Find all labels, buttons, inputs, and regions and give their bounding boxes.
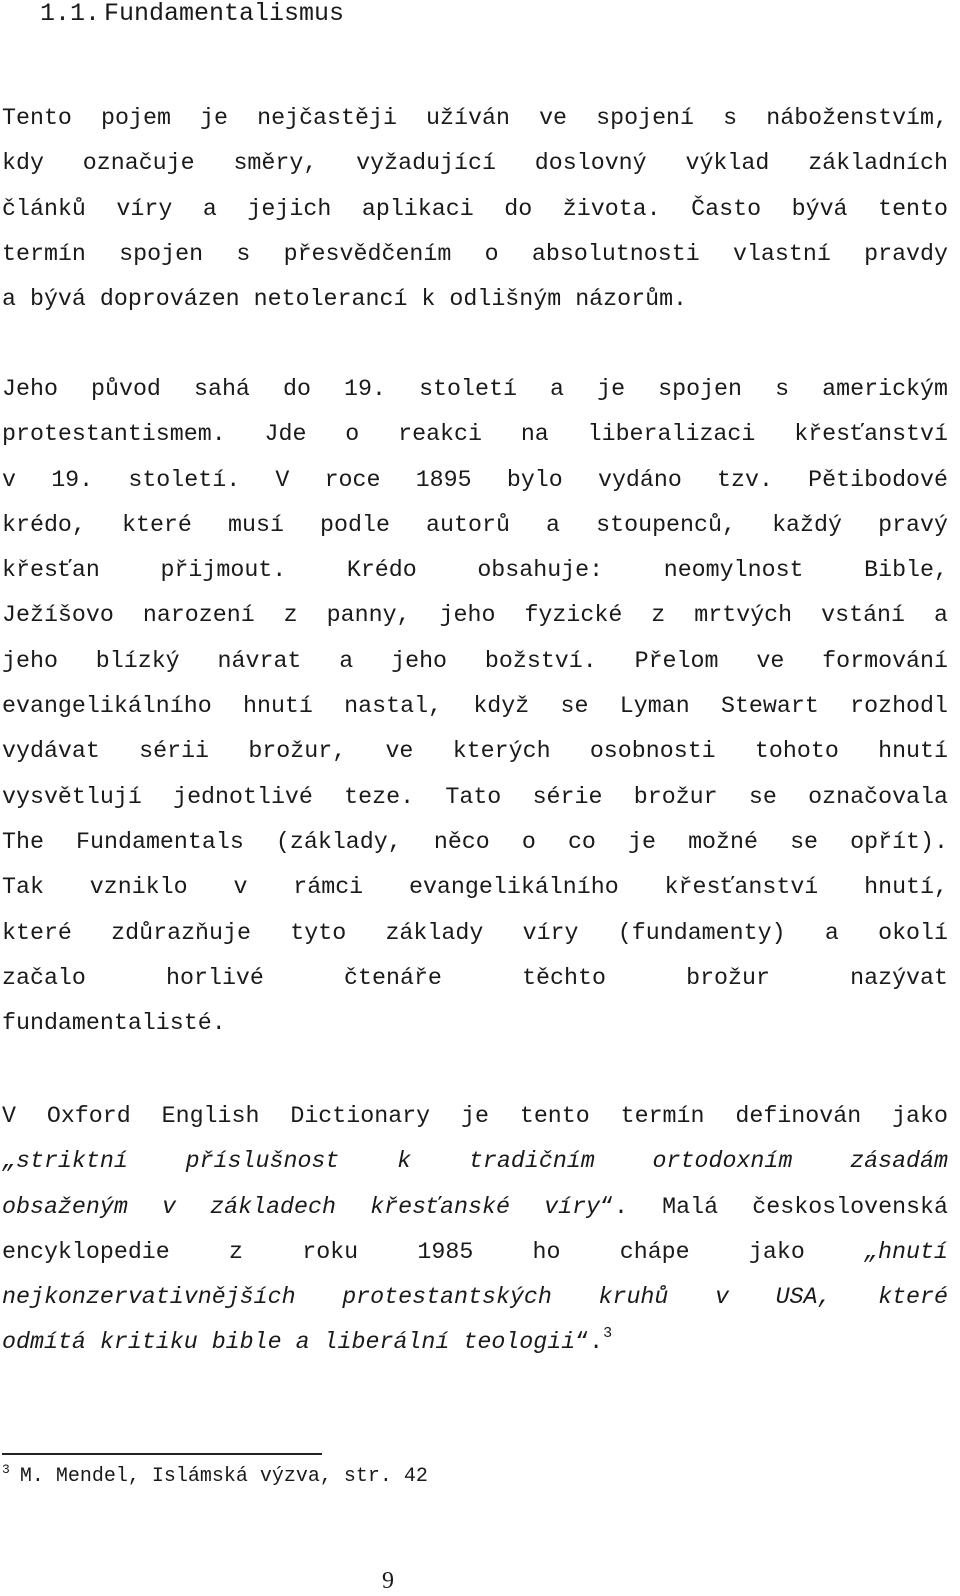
- footnote: [2, 1462, 428, 1492]
- footnote-text: M. Mendel, Islámská výzva, str. 42: [19, 1465, 428, 1488]
- paragraph-line: Tento pojem je nejčastěji užíván ve spojení s náboženstvím,: [2, 105, 948, 131]
- paragraph-line: V Oxford English Dictionary je tento termín definován jako: [2, 1103, 948, 1129]
- paragraph-line: jeho blízký návrat a jeho božství. Přelom ve formování: [2, 647, 948, 674]
- quote-close-text: “. Malá československá: [600, 1193, 948, 1220]
- paragraph-line: začalo horlivé čtenáře těchto brožur nazývat: [2, 964, 948, 991]
- word: z: [229, 1238, 243, 1265]
- paragraph-line: protestantismem. Jde o reakci na liberalizaci křesťanství: [2, 421, 948, 448]
- paragraph-line: článků víry a jejich aplikaci do života. Často bývá tento: [2, 195, 948, 222]
- paragraph-line: [2, 1320, 948, 1365]
- paragraph-line: a bývá doprovázen netolerancí k odlišným názorům.: [2, 286, 688, 313]
- paragraph-line: krédo, které musí podle autorů a stoupenců, každý pravý: [2, 511, 948, 538]
- quote-encyclopedia-cont: nejkonzervativnějších protestantských kruhů v USA, které: [2, 1284, 948, 1311]
- section-title: Fundamentalismus: [104, 0, 345, 28]
- section-heading: [40, 0, 344, 34]
- paragraph-line: Jeho původ sahá do 19. století a je spojen s americkým: [2, 376, 948, 402]
- footnote-reference[interactable]: 3: [603, 1325, 613, 1343]
- quote-oxford: „striktní příslušnost k tradičním ortodoxním zásadám: [2, 1148, 948, 1175]
- paragraph-origin: [2, 367, 948, 1046]
- word: 1985: [417, 1238, 474, 1265]
- paragraph-line: vysvětlují jednotlivé teze. Tato série brožur se označovala: [2, 783, 948, 810]
- paragraph-line: Ježíšovo narození z panny, jeho fyzické z mrtvých vstání a: [2, 602, 948, 629]
- paragraph-dictionary: [2, 1094, 948, 1366]
- paragraph-line: [2, 1230, 948, 1275]
- word: chápe: [619, 1238, 690, 1265]
- word: roku: [302, 1238, 359, 1265]
- quote-oxford-end: obsaženým v základech křesťanské víry: [2, 1193, 601, 1220]
- paragraph-line: křesťan přijmout. Krédo obsahuje: neomylnost Bible,: [2, 557, 948, 584]
- paragraph-line: fundamentalisté.: [2, 1010, 226, 1037]
- word: encyklopedie: [2, 1238, 170, 1265]
- paragraph-line: [2, 1275, 948, 1320]
- paragraph-definition: [2, 96, 948, 322]
- paragraph-line: v 19. století. V roce 1895 bylo vydáno tzv. Pětibodové: [2, 466, 948, 493]
- section-number: 1.1.: [40, 0, 101, 28]
- word: ho: [532, 1238, 561, 1265]
- quote-encyclopedia: „hnutí: [864, 1238, 948, 1265]
- paragraph-line: termín spojen s přesvědčením o absolutnosti vlastní pravdy: [2, 240, 948, 267]
- paragraph-line: Tak vzniklo v rámci evangelikálního křesťanství hnutí,: [2, 874, 948, 901]
- footnote-marker: 3: [2, 1462, 10, 1477]
- paragraph-line: vydávat sérii brožur, ve kterých osobnosti tohoto hnutí: [2, 738, 948, 765]
- footnote-separator: [2, 1453, 322, 1455]
- quote-close-text: “.: [575, 1329, 604, 1356]
- paragraph-line: evangelikálního hnutí nastal, když se Lyman Stewart rozhodl: [2, 693, 948, 720]
- paragraph-line: [2, 1139, 948, 1184]
- paragraph-line: The Fundamentals (základy, něco o co je možné se opřít).: [2, 828, 948, 855]
- quote-encyclopedia-end: odmítá kritiku bible a liberální teologii: [2, 1329, 576, 1356]
- paragraph-line: které zdůrazňuje tyto základy víry (fundamenty) a okolí: [2, 919, 948, 946]
- word: jako: [748, 1238, 805, 1265]
- paragraph-line: kdy označuje směry, vyžadující doslovný výklad základních: [2, 150, 948, 177]
- paragraph-line: [2, 1185, 948, 1230]
- page-number: 9: [382, 1568, 394, 1594]
